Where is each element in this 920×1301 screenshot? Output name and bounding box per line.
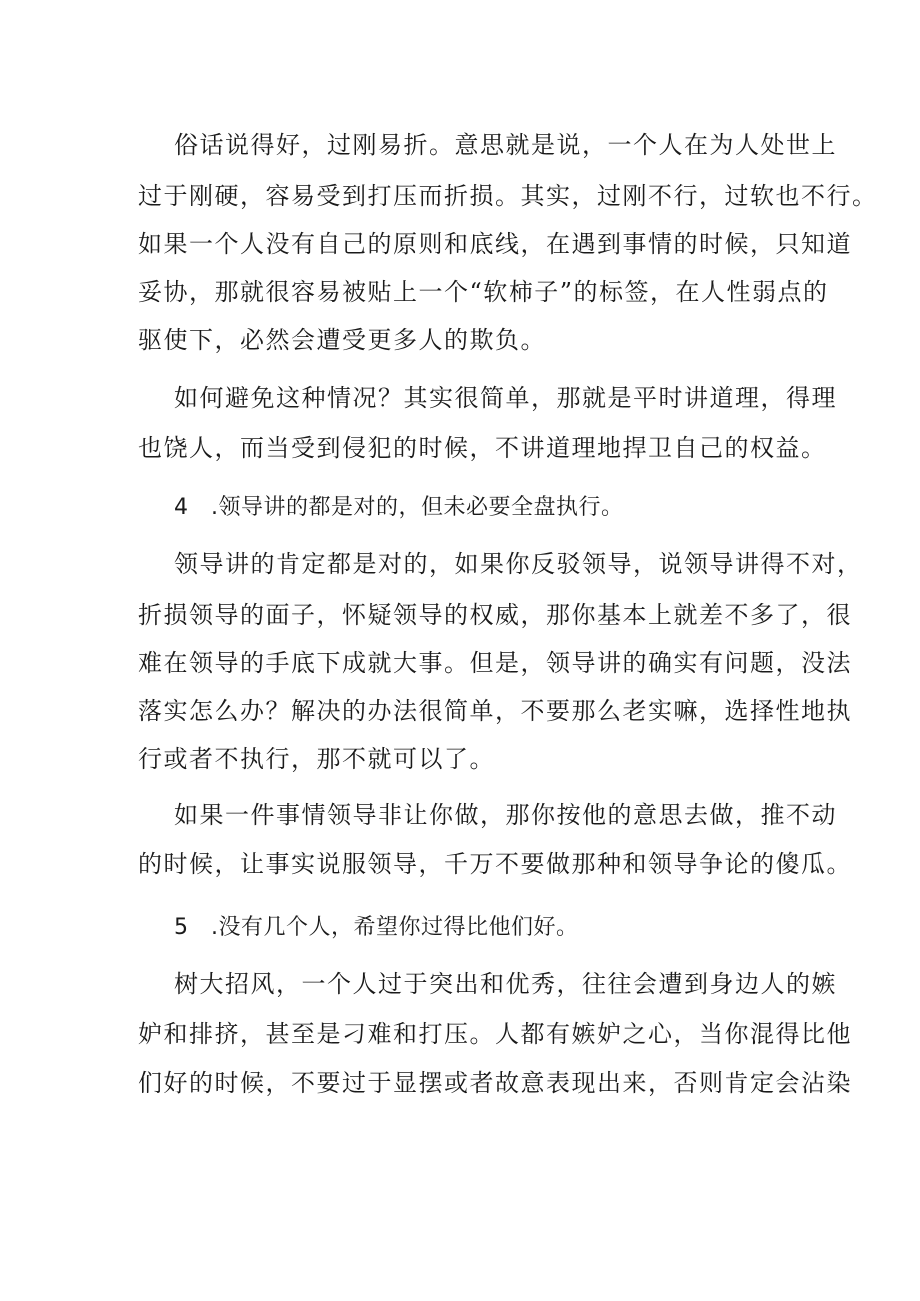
section-heading-4: 4 .领导讲的都是对的，但未必要全盘执行。 [174, 495, 624, 520]
paragraph-1-line-4: 妥协，那就很容易被贴上一个“软柿子”的标签，在人性弱点的 [138, 278, 829, 306]
paragraph-5-line-2: 妒和排挤，甚至是刁难和打压。人都有嫉妒之心，当你混得比他 [138, 1020, 852, 1048]
paragraph-3-line-4: 落实怎么办？解决的办法很简单，不要那么老实嘛，选择性地执 [138, 697, 852, 725]
paragraph-1-line-1: 俗话说得好，过刚易折。意思就是说，一个人在为人处世上 [174, 131, 837, 159]
paragraph-3-line-3: 难在领导的手底下成就大事。但是，领导讲的确实有问题，没法 [138, 649, 852, 677]
paragraph-5-line-1: 树大招风，一个人过于突出和优秀，往往会遭到身边人的嫉 [174, 970, 837, 998]
section-heading-5: 5 .没有几个人，希望你过得比他们好。 [174, 915, 579, 940]
paragraph-3-line-5: 行或者不执行，那不就可以了。 [138, 745, 495, 773]
paragraph-1-line-2: 过于刚硬，容易受到打压而折损。其实，过刚不行，过软也不行。 [138, 182, 878, 210]
paragraph-2-line-1: 如何避免这种情况？其实很简单，那就是平时讲道理，得理 [174, 384, 837, 412]
paragraph-2-line-2: 也饶人，而当受到侵犯的时候，不讲道理地捍卫自己的权益。 [138, 434, 827, 462]
paragraph-4-line-2: 的时候，让事实说服领导，千万不要做那种和领导争论的傻瓜。 [138, 850, 852, 878]
paragraph-3-line-1: 领导讲的肯定都是对的，如果你反驳领导，说领导讲得不对， [174, 550, 863, 578]
paragraph-3-line-2: 折损领导的面子，怀疑领导的权威，那你基本上就差不多了，很 [138, 601, 852, 629]
paragraph-1-line-3: 如果一个人没有自己的原则和底线，在遇到事情的时候，只知道 [138, 230, 852, 258]
paragraph-1-line-5: 驱使下，必然会遭受更多人的欺负。 [138, 326, 546, 354]
paragraph-5-line-3: 们好的时候，不要过于显摆或者故意表现出来，否则肯定会沾染 [138, 1069, 852, 1097]
paragraph-4-line-1: 如果一件事情领导非让你做，那你按他的意思去做，推不动 [174, 801, 837, 829]
